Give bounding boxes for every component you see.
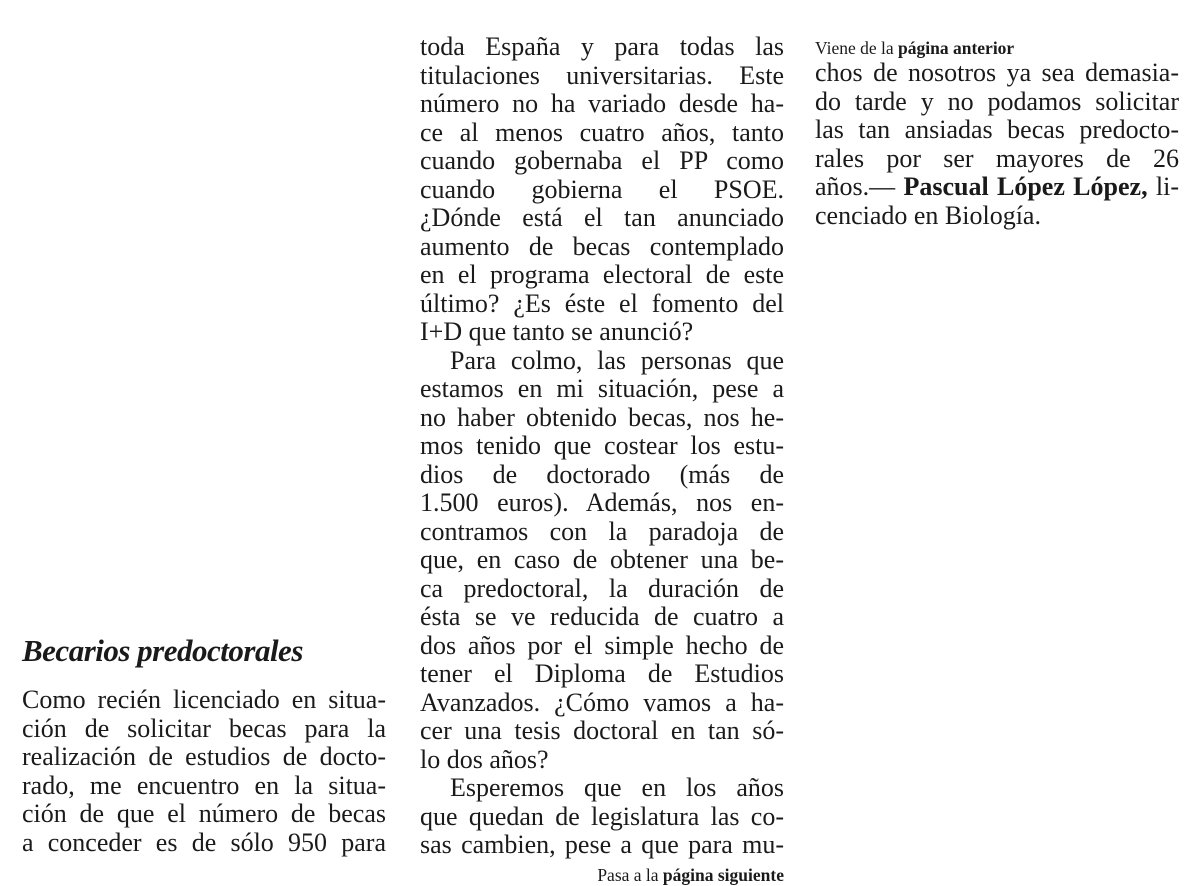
body-line: cuando gobernaba el PP como [420,146,784,175]
body-line: sas cambien, pese a que para mu- [420,830,784,859]
body-line: titulaciones universitarias. Este [420,60,784,90]
body-line: ésta se ve reducida de cuatro a [420,602,784,631]
paragraph-start-line: Para colmo, las personas que [450,345,784,375]
body-line: do tarde y no podamos solicitar [815,86,1179,116]
signature-suffix: li- [1147,172,1179,201]
body-line: cer una tesis doctoral en tan só- [420,716,784,745]
body-line: lo dos años? [420,744,549,774]
jump-prev-target: página anterior [898,38,1015,58]
body-line: aumento de becas contemplado [420,231,784,261]
body-line: no haber obtenido becas, nos he- [420,402,784,432]
body-line: Avanzados. ¿Cómo vamos a ha- [420,687,784,717]
body-line: ca predoctoral, la duración de [420,573,784,603]
body-line: cuando gobierna el PSOE. [420,174,784,204]
jump-prev-prefix: Viene de la [815,38,899,58]
body-line: que quedan de legislatura las co- [420,801,784,831]
body-line: ¿Dónde está el tan anunciado [420,203,784,232]
letter-headline: Becarios predoctorales [22,633,303,668]
body-line: dos años por el simple hecho de [420,630,784,660]
body-line: tener el Diploma de Estudios [420,659,784,688]
body-line: realización de estudios de docto- [22,742,386,771]
body-line: ción de solicitar becas para la [22,713,386,743]
body-line: número no ha variado desde ha- [420,89,784,118]
body-line: mos tenido que costear los estu- [420,431,784,460]
letter-column-right [815,37,1179,230]
body-line: ce al menos cuatro años, tanto [420,117,784,147]
letter-column-left [22,634,386,857]
body-line: dios de doctorado (más de [420,459,784,489]
continued-next-page-note [420,864,784,886]
body-line: 1.500 euros). Además, nos en- [420,488,784,517]
body-line: contramos con la paradoja de [420,516,784,546]
author-title: cenciado en Biología. [815,200,1041,230]
body-line: rado, me encuentro en la situa- [22,770,386,800]
body-line: en el programa electoral de este [420,260,784,289]
body-line: chos de nosotros ya sea demasia- [815,58,1179,87]
body-line: ción de que el número de becas [22,799,386,828]
body-line: I+D que tanto se anunció? [420,317,694,346]
body-line: último? ¿Es éste el fomento del [420,288,784,318]
body-line: Como recién licenciado en situa- [22,685,386,714]
jump-next-target: página siguiente [662,864,784,885]
jump-next-prefix: Pasa a la [597,864,663,885]
body-line: rales por ser mayores de 26 [815,143,1179,173]
paragraph-start-line: Esperemos que en los años [450,773,784,802]
body-line: a conceder es de sólo 950 para [22,827,386,857]
author-name: Pascual López López, [903,172,1148,201]
signature-line [815,173,1179,202]
body-line: estamos en mi situación, pese a [420,374,784,403]
body-line: que, en caso de obtener una be- [420,545,784,574]
continued-from-page-note [815,37,1179,59]
body-line: las tan ansiadas becas predocto- [815,115,1179,144]
letter-column-middle [420,33,784,886]
body-line: toda España y para todas las [420,32,784,61]
signature-prefix: años.— [815,172,904,201]
